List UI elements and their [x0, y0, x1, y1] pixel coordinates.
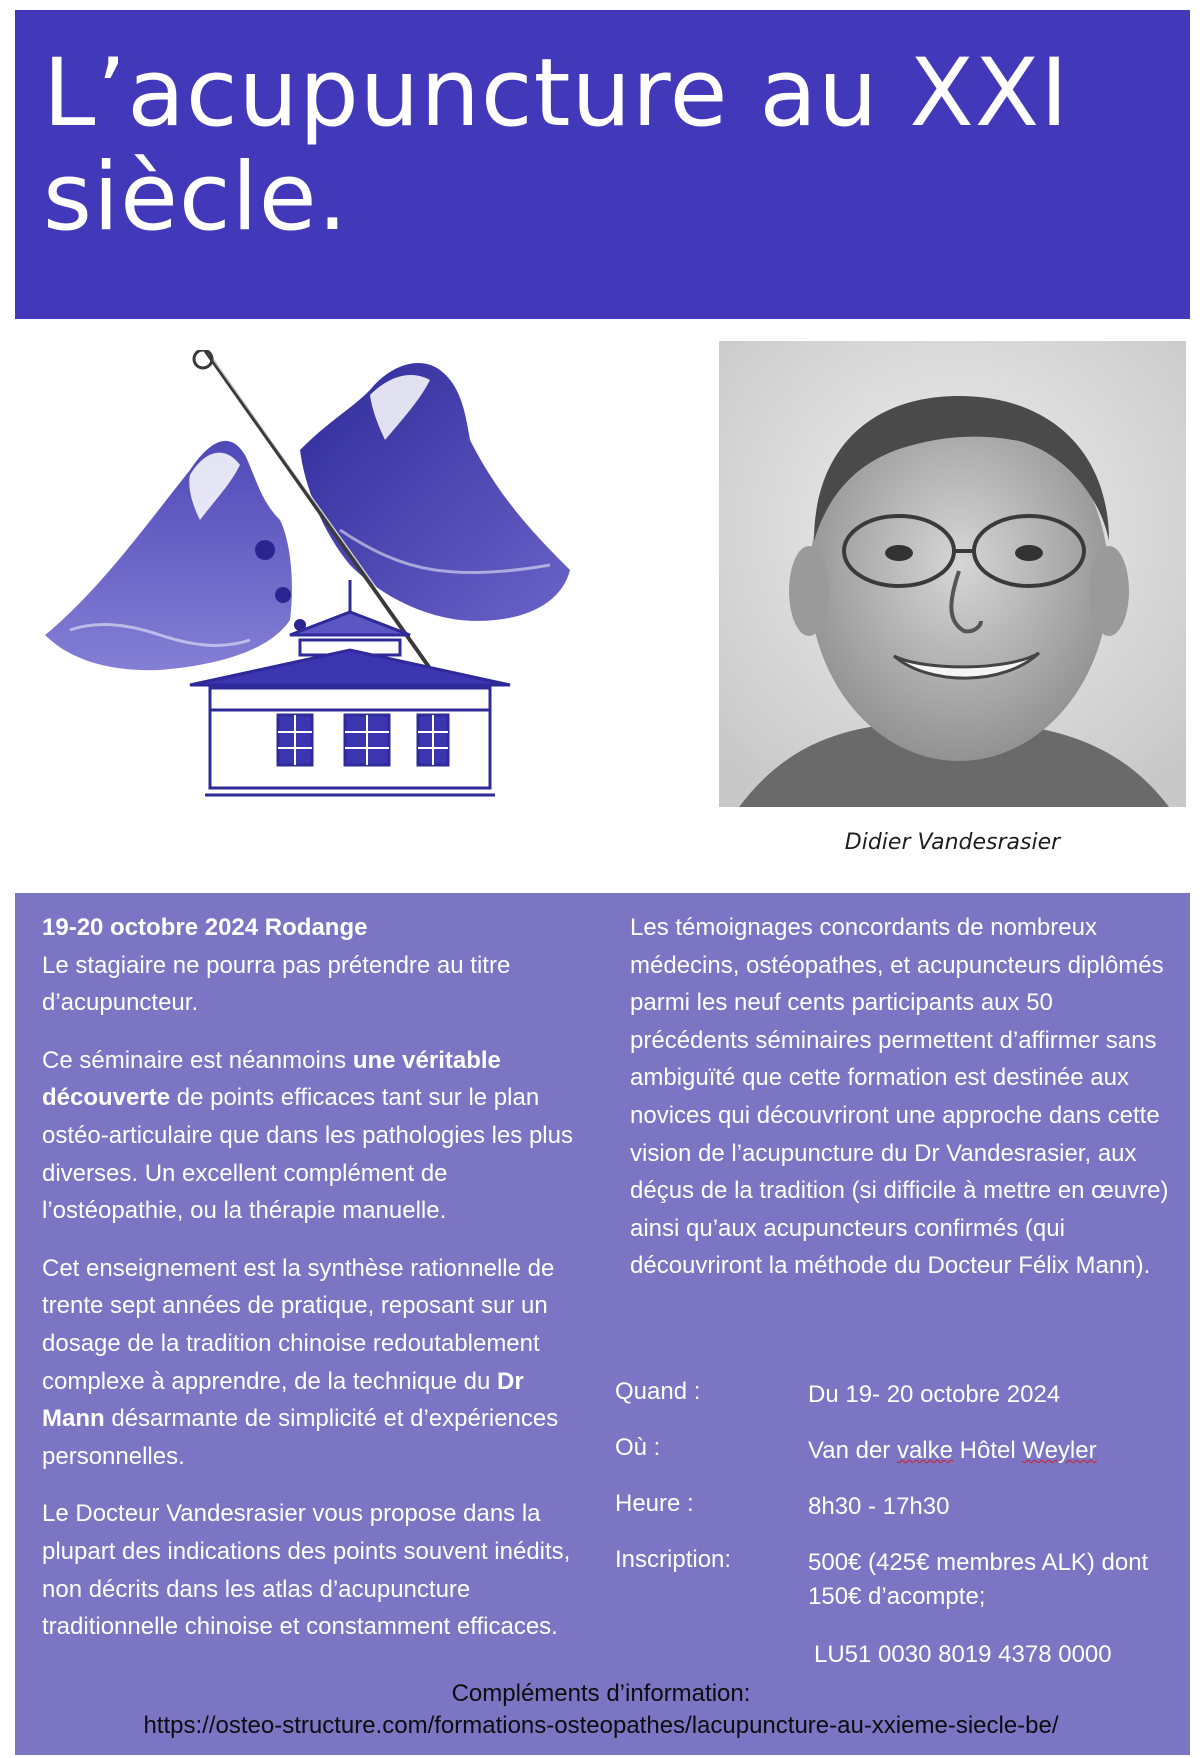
detail-row-when	[615, 1378, 1155, 1434]
acupuncture-illustration	[40, 350, 600, 870]
photo-caption: Didier Vandesrasier	[844, 830, 1061, 855]
paragraph-proposal: Le Docteur Vandesrasier vous propose dans la plupart des indications des points souvent inédits, non décrits dans les atlas d’acupuncture traditionnelle chinoise et constamment efficaces.	[42, 1500, 571, 1641]
registration-value: 500€ (425€ membres ALK) dont 150€ d’acompte;	[808, 1549, 1149, 1610]
where-value-part-1: Van der	[808, 1437, 897, 1464]
registration-label: Inscription:	[615, 1546, 732, 1573]
paragraph-discovery-start: Ce séminaire est néanmoins	[42, 1046, 353, 1074]
title-banner	[15, 10, 1190, 319]
detail-row-registration	[615, 1546, 1155, 1626]
time-value: 8h30 - 17h30	[808, 1493, 950, 1520]
where-label: Où :	[615, 1434, 661, 1461]
portrait-photo	[719, 341, 1186, 807]
page-title: L’acupuncture au XXI siècle.	[43, 39, 1069, 252]
right-mountain	[300, 363, 570, 621]
paragraph-synthesis-end: désarmante de simplicité et d’expériences personnelles.	[42, 1405, 559, 1470]
more-info	[0, 1678, 1202, 1742]
when-label: Quand :	[615, 1378, 701, 1405]
left-column	[42, 909, 582, 1646]
where-value-part-3: Hôtel	[952, 1437, 1023, 1464]
paragraph-discovery-end: de points efficaces tant sur le plan ostéo-articulaire que dans les pathologies les plus diverses. Un excellent complément de l’ostéopathie, ou la thérapie manuelle.	[42, 1084, 573, 1225]
detail-row-where	[615, 1434, 1155, 1490]
right-column	[630, 909, 1170, 1285]
iban-number: LU51 0030 8019 4378 0000	[814, 1641, 1112, 1668]
paragraph-testimony: Les témoignages concordants de nombreux médecins, ostéopathes, et acupuncteurs diplômés parmi les neuf cents participants aux 50 précédents séminaires permettent d’affirmer sans ambiguïté que cette formation est destinée aux novices qui découvriront une approche dans cette vision de l’acupuncture du Dr Vandesrasier, aux déçus de la tradition (si difficile à mettre en œuvre) ainsi qu’aux acupuncteurs confirmés (qui découvriront la méthode du Docteur Félix Mann).	[630, 914, 1169, 1280]
detail-row-time	[615, 1490, 1155, 1546]
more-info-label: Compléments d’information:	[451, 1680, 751, 1707]
where-value-part-2: valke	[896, 1437, 953, 1464]
paragraph-synthesis	[42, 1250, 582, 1476]
date-location: 19-20 octobre 2024 Rodange	[42, 914, 368, 941]
paragraph-discovery-bold: une véritable découverte	[42, 1046, 501, 1112]
where-value-part-4: Weyler	[1022, 1437, 1097, 1464]
paragraph-discovery	[42, 1042, 582, 1230]
time-label: Heure :	[615, 1490, 694, 1517]
paragraph-synthesis-bold: Dr Mann	[42, 1367, 524, 1433]
paragraph-title-disclaimer: Le stagiaire ne pourra pas prétendre au titre d’acupuncteur.	[42, 951, 511, 1017]
left-mountain	[45, 441, 292, 670]
paragraph-synthesis-start: Cet enseignement est la synthèse rationnelle de trente sept années de pratique, reposant sur un dosage de la tradition chinoise redoutablement complexe à apprendre, de la technique du	[42, 1254, 555, 1395]
event-details	[615, 1378, 1155, 1626]
where-value	[808, 1434, 1168, 1468]
more-info-link[interactable]: https://osteo-structure.com/formations-osteopathes/lacupuncture-au-xxieme-siecle-be/	[143, 1712, 1059, 1739]
when-value: Du 19- 20 octobre 2024	[808, 1381, 1061, 1408]
